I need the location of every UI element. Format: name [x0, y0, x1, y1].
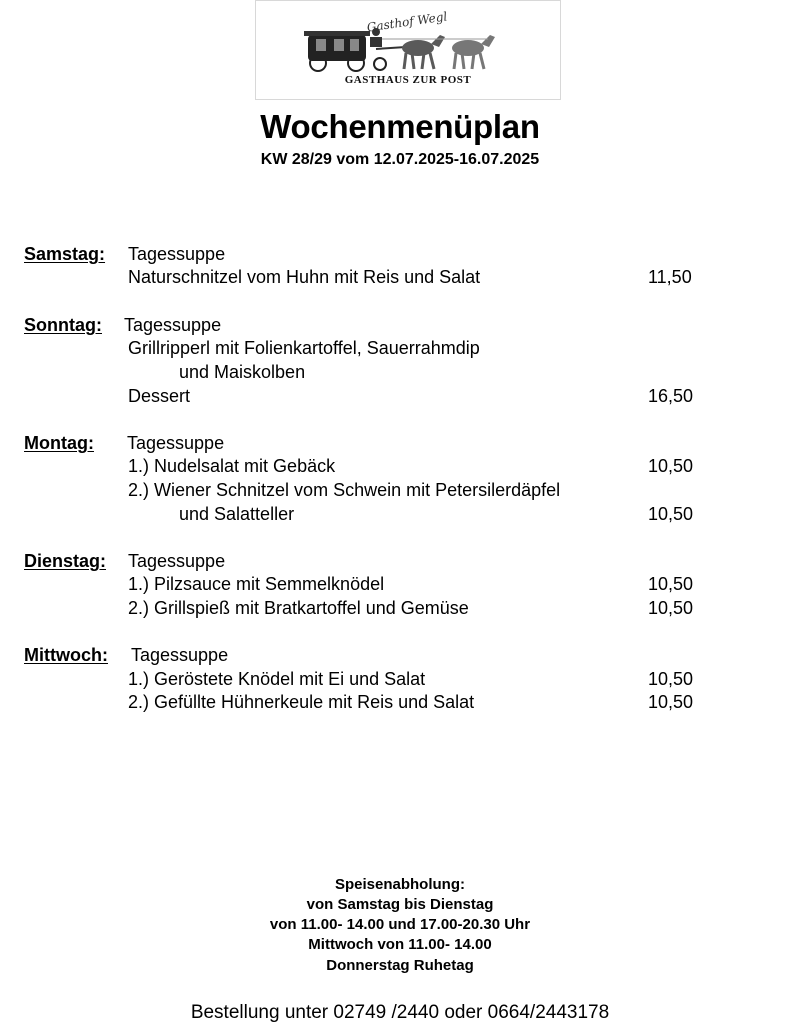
menu-item: und Salatteller [179, 504, 295, 524]
menu-price: 16,50 [648, 386, 694, 406]
menu-item: 1.) Nudelsalat mit Gebäck [128, 456, 336, 476]
pickup-line: von 11.00- 14.00 und 17.00-20.30 Uhr [269, 916, 531, 933]
logo-script: Gasthof Wegl [365, 9, 449, 35]
menu-item: Naturschnitzel vom Huhn mit Reis und Salat [128, 267, 481, 287]
menu-price: 10,50 [648, 598, 694, 618]
menu-item: Dessert [128, 386, 191, 406]
soup-dienstag: Tagessuppe [128, 551, 226, 571]
day-label-mittwoch: Mittwoch: [24, 645, 108, 665]
page-subtitle: KW 28/29 vom 12.07.2025-16.07.2025 [260, 151, 540, 168]
soup-sonntag: Tagessuppe [124, 315, 222, 335]
page-title: Wochenmenüplan [260, 108, 540, 145]
menu-item: 2.) Gefüllte Hühnerkeule mit Reis und Salat [128, 692, 475, 712]
pickup-line: Donnerstag Ruhetag [326, 957, 474, 974]
soup-mittwoch: Tagessuppe [131, 645, 229, 665]
day-label-sonntag: Sonntag: [24, 315, 102, 335]
menu-item: 2.) Grillspieß mit Bratkartoffel und Gemüse [128, 598, 469, 618]
menu-price: 11,50 [648, 267, 692, 287]
menu-item: 1.) Geröstete Knödel mit Ei und Salat [128, 669, 426, 689]
pickup-line: von Samstag bis Dienstag [306, 896, 494, 913]
menu-item: und Maiskolben [179, 362, 306, 382]
logo-name: GASTHAUS ZUR POST [344, 74, 472, 86]
menu-price: 10,50 [648, 456, 694, 476]
soup-samstag: Tagessuppe [128, 244, 226, 264]
menu-item: 1.) Pilzsauce mit Semmelknödel [128, 574, 385, 594]
pickup-heading: Speisenabholung: [334, 876, 465, 893]
day-label-samstag: Samstag: [24, 244, 106, 264]
menu-price: 10,50 [648, 669, 694, 689]
day-label-dienstag: Dienstag: [24, 551, 107, 571]
order-phone: Bestellung unter 02749 /2440 oder 0664/2443178 [190, 1002, 610, 1023]
pickup-line: Mittwoch von 11.00- 14.00 [308, 936, 492, 953]
menu-item: Grillripperl mit Folienkartoffel, Sauerrahmdip [128, 338, 480, 358]
menu-item: 2.) Wiener Schnitzel vom Schwein mit Petersilerdäpfel [128, 480, 561, 500]
menu-price: 10,50 [648, 504, 694, 524]
logo [255, 0, 561, 100]
menu-price: 10,50 [648, 574, 694, 594]
menu-price: 10,50 [648, 692, 694, 712]
day-label-montag: Montag: [24, 433, 94, 453]
soup-montag: Tagessuppe [127, 433, 225, 453]
